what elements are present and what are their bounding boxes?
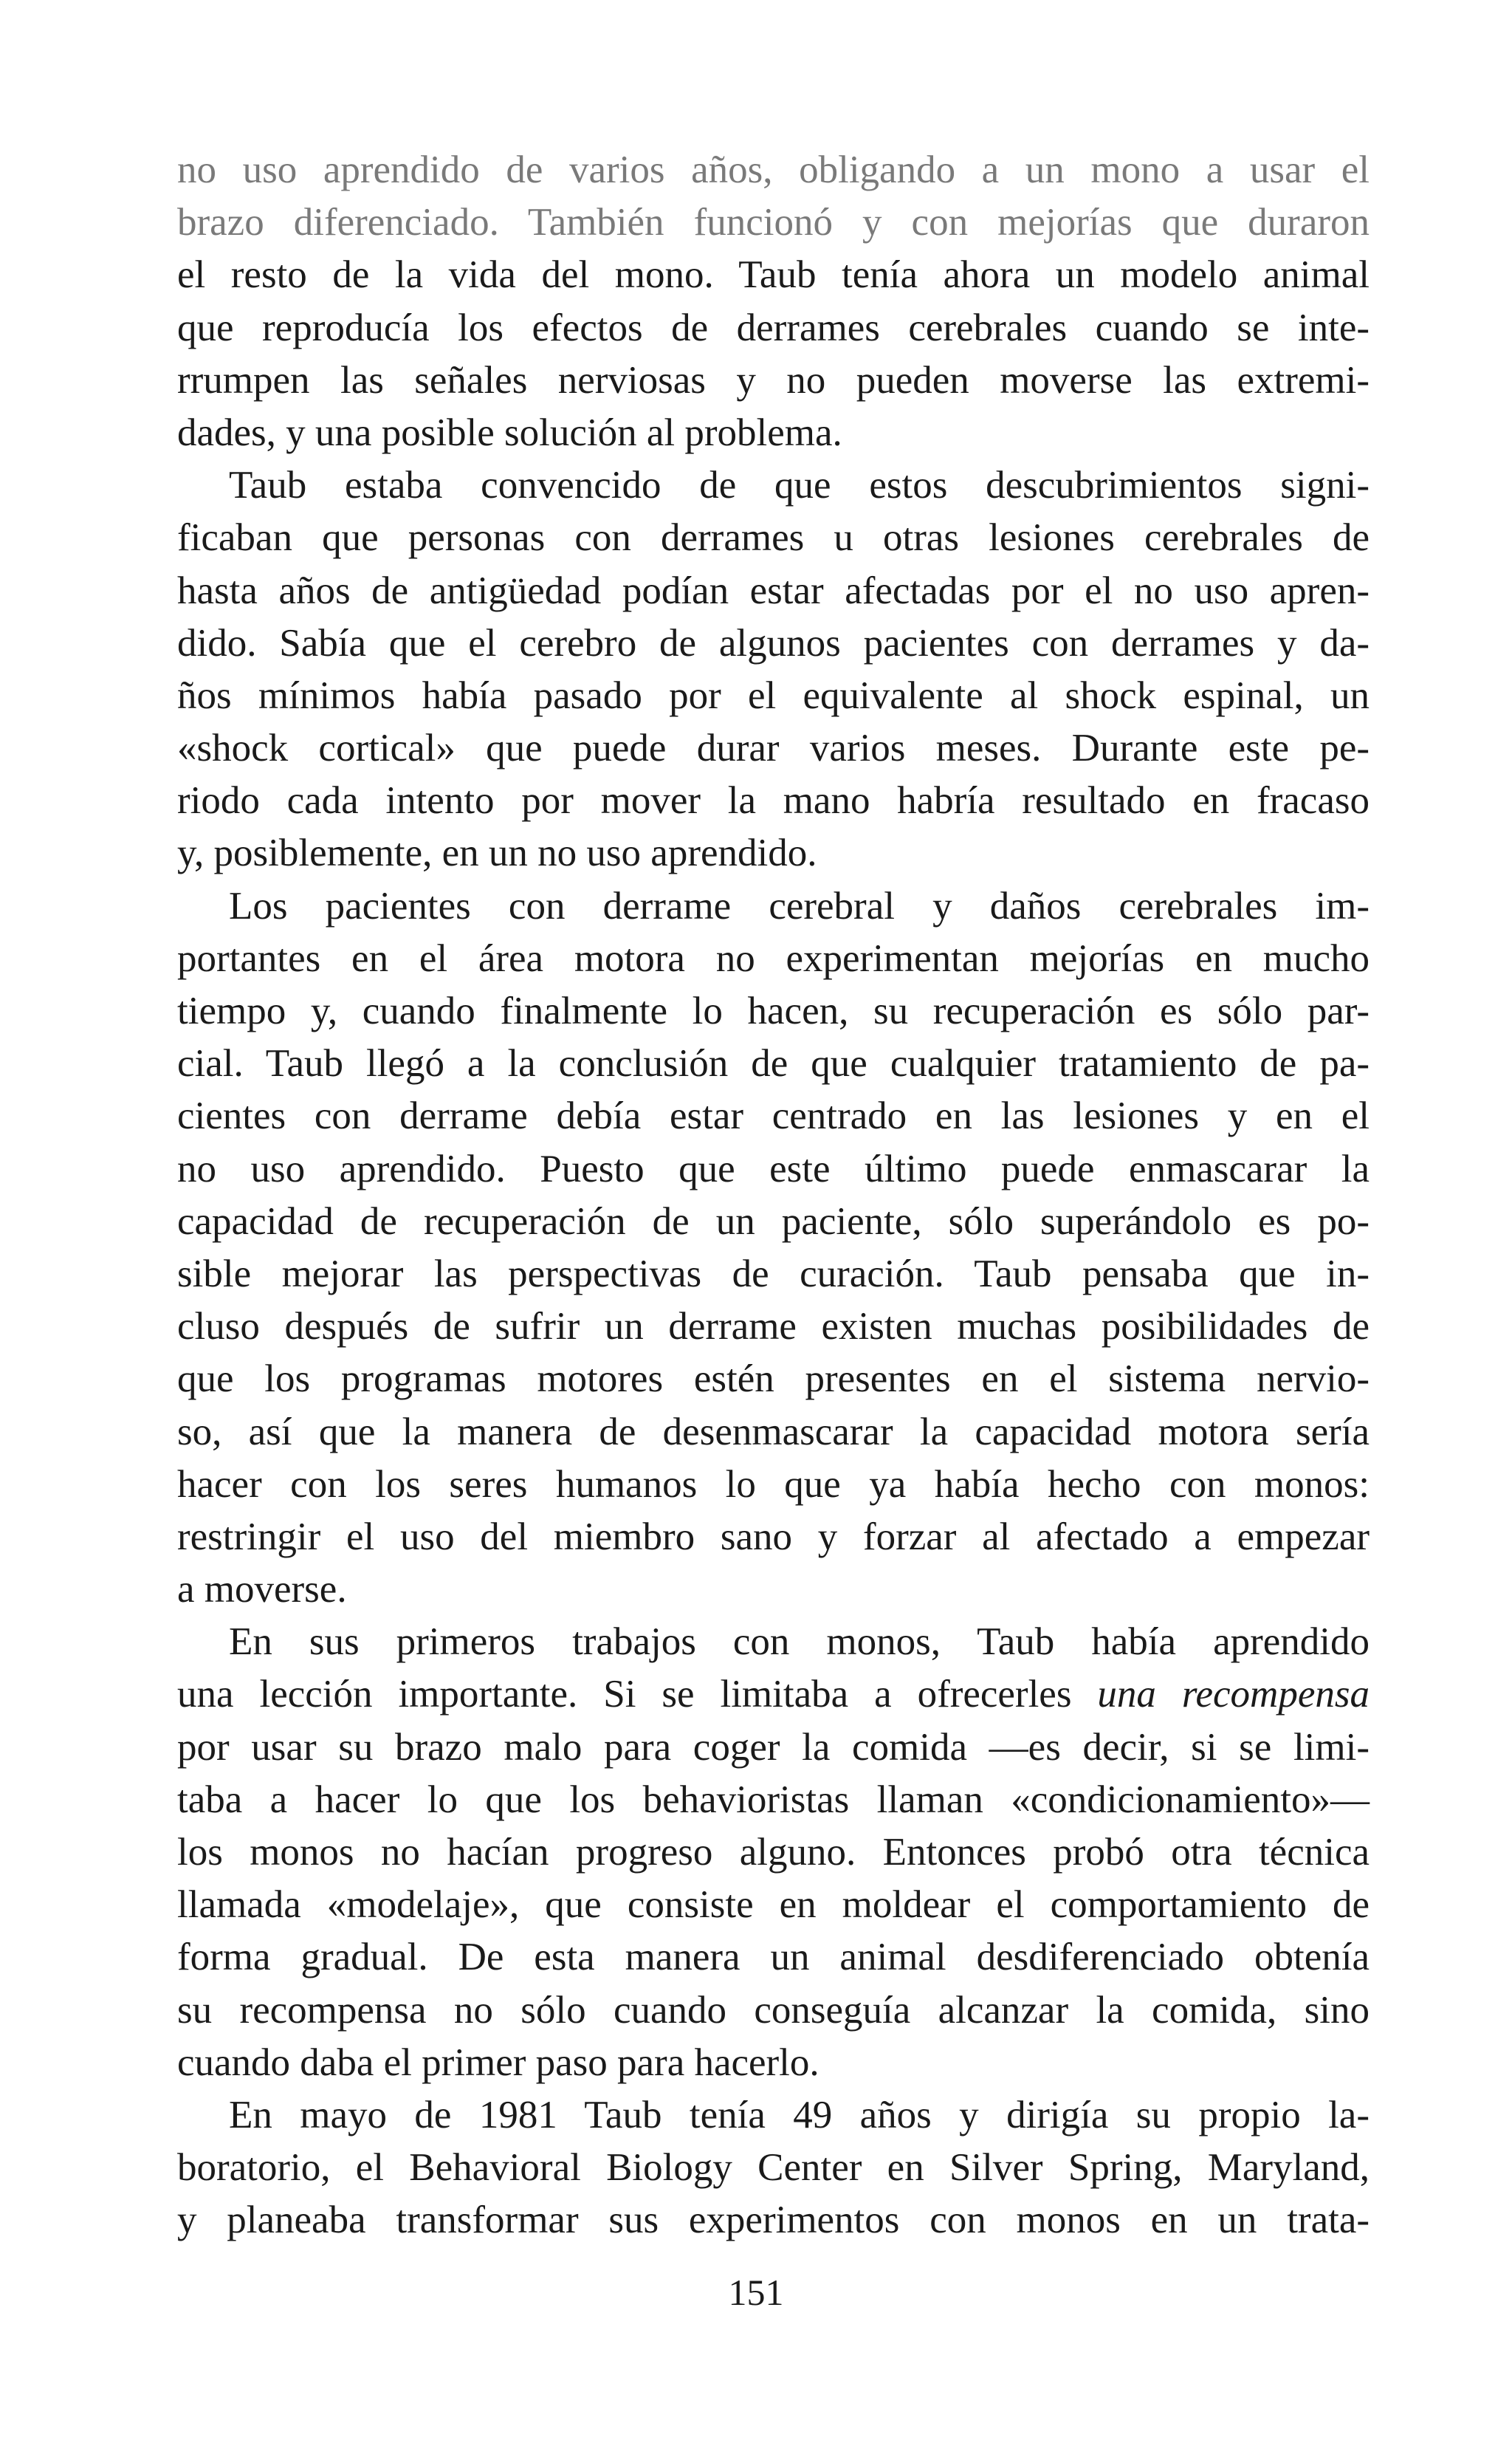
text-line: hasta años de antigüedad podían estar afectadas por el no uso apren- [177, 569, 1370, 612]
text-line: cuando daba el primer paso para hacerlo. [177, 2040, 819, 2084]
text-line: que los programas motores estén presentes en el sistema nervio- [177, 1357, 1370, 1401]
text-line: a moverse. [177, 1568, 347, 1611]
text-line: no uso aprendido de varios años, obligando a un mono a usar el [177, 148, 1370, 191]
text-line: En sus primeros trabajos con monos, Taub había aprendido [229, 1620, 1370, 1664]
text-line: no uso aprendido. Puesto que este último puede enmascarar la [177, 1147, 1370, 1190]
text-line: so, así que la manera de desenmascarar la capacidad motora sería [177, 1410, 1370, 1453]
text-line: cial. Taub llegó a la conclusión de que cualquier tratamiento de pa- [177, 1042, 1370, 1086]
text-line: ños mínimos había pasado por el equivalente al shock espinal, un [177, 674, 1370, 717]
emphasis: una recompensa [1097, 1673, 1370, 1716]
text-line: y planeaba transformar sus experimentos con monos en un trata- [177, 2199, 1370, 2242]
text-line: una lección importante. Si se limitaba a ofrecerles una recompensa [177, 1673, 1370, 1716]
text-line: brazo diferenciado. También funcionó y con mejorías que duraron [177, 201, 1370, 244]
text-line: En mayo de 1981 Taub tenía 49 años y dirigía su propio la- [229, 2093, 1370, 2136]
text-line: capacidad de recuperación de un paciente, sólo superándolo es po- [177, 1199, 1370, 1243]
text-line: dido. Sabía que el cerebro de algunos pacientes con derrames y da- [177, 621, 1370, 665]
text-line: forma gradual. De esta manera un animal desdiferenciado obtenía [177, 1936, 1370, 1979]
text-line: el resto de la vida del mono. Taub tenía ahora un modelo animal [177, 253, 1370, 297]
text-line: taba a hacer lo que los behavioristas llaman «condicionamiento»— [177, 1778, 1370, 1821]
page-number: 151 [728, 2272, 784, 2313]
text-line: cluso después de sufrir un derrame existen muchas posibilidades de [177, 1305, 1370, 1349]
text-line: los monos no hacían progreso alguno. Entonces probó otra técnica [177, 1831, 1370, 1874]
text-line: ficaban que personas con derrames u otras lesiones cerebrales de [177, 516, 1370, 560]
text-line: restringir el uso del miembro sano y forzar al afectado a empezar [177, 1515, 1370, 1558]
text-line: dades, y una posible solución al problema. [177, 411, 842, 454]
text-line: hacer con los seres humanos lo que ya había hecho con monos: [177, 1462, 1370, 1506]
text-line: portantes en el área motora no experimentan mejorías en mucho [177, 936, 1370, 980]
text-line: sible mejorar las perspectivas de curación. Taub pensaba que in- [177, 1252, 1370, 1295]
body-text [177, 144, 1370, 2247]
text-line: «shock cortical» que puede durar varios meses. Durante este pe- [177, 727, 1370, 770]
text-line: y, posiblemente, en un no uso aprendido. [177, 832, 817, 875]
text-line: cientes con derrame debía estar centrado en las lesiones y en el [177, 1094, 1370, 1138]
text-line: boratorio, el Behavioral Biology Center en Silver Spring, Maryland, [177, 2146, 1370, 2190]
text-line: Taub estaba convencido de que estos descubrimientos signi- [229, 464, 1370, 507]
text-line: su recompensa no sólo cuando conseguía alcanzar la comida, sino [177, 1988, 1370, 2032]
text-line: que reproducía los efectos de derrames cerebrales cuando se inte- [177, 306, 1370, 349]
text-line: tiempo y, cuando finalmente lo hacen, su recuperación es sólo par- [177, 990, 1370, 1032]
text-line: rrumpen las señales nerviosas y no pueden moverse las extremi- [177, 358, 1370, 402]
text-line: por usar su brazo malo para coger la comida —es decir, si se limi- [177, 1725, 1370, 1769]
text-line: llamada «modelaje», que consiste en moldear el comportamiento de [177, 1883, 1370, 1927]
text-line: Los pacientes con derrame cerebral y daños cerebrales im- [229, 884, 1370, 928]
text-line: riodo cada intento por mover la mano habría resultado en fracaso [177, 779, 1370, 823]
